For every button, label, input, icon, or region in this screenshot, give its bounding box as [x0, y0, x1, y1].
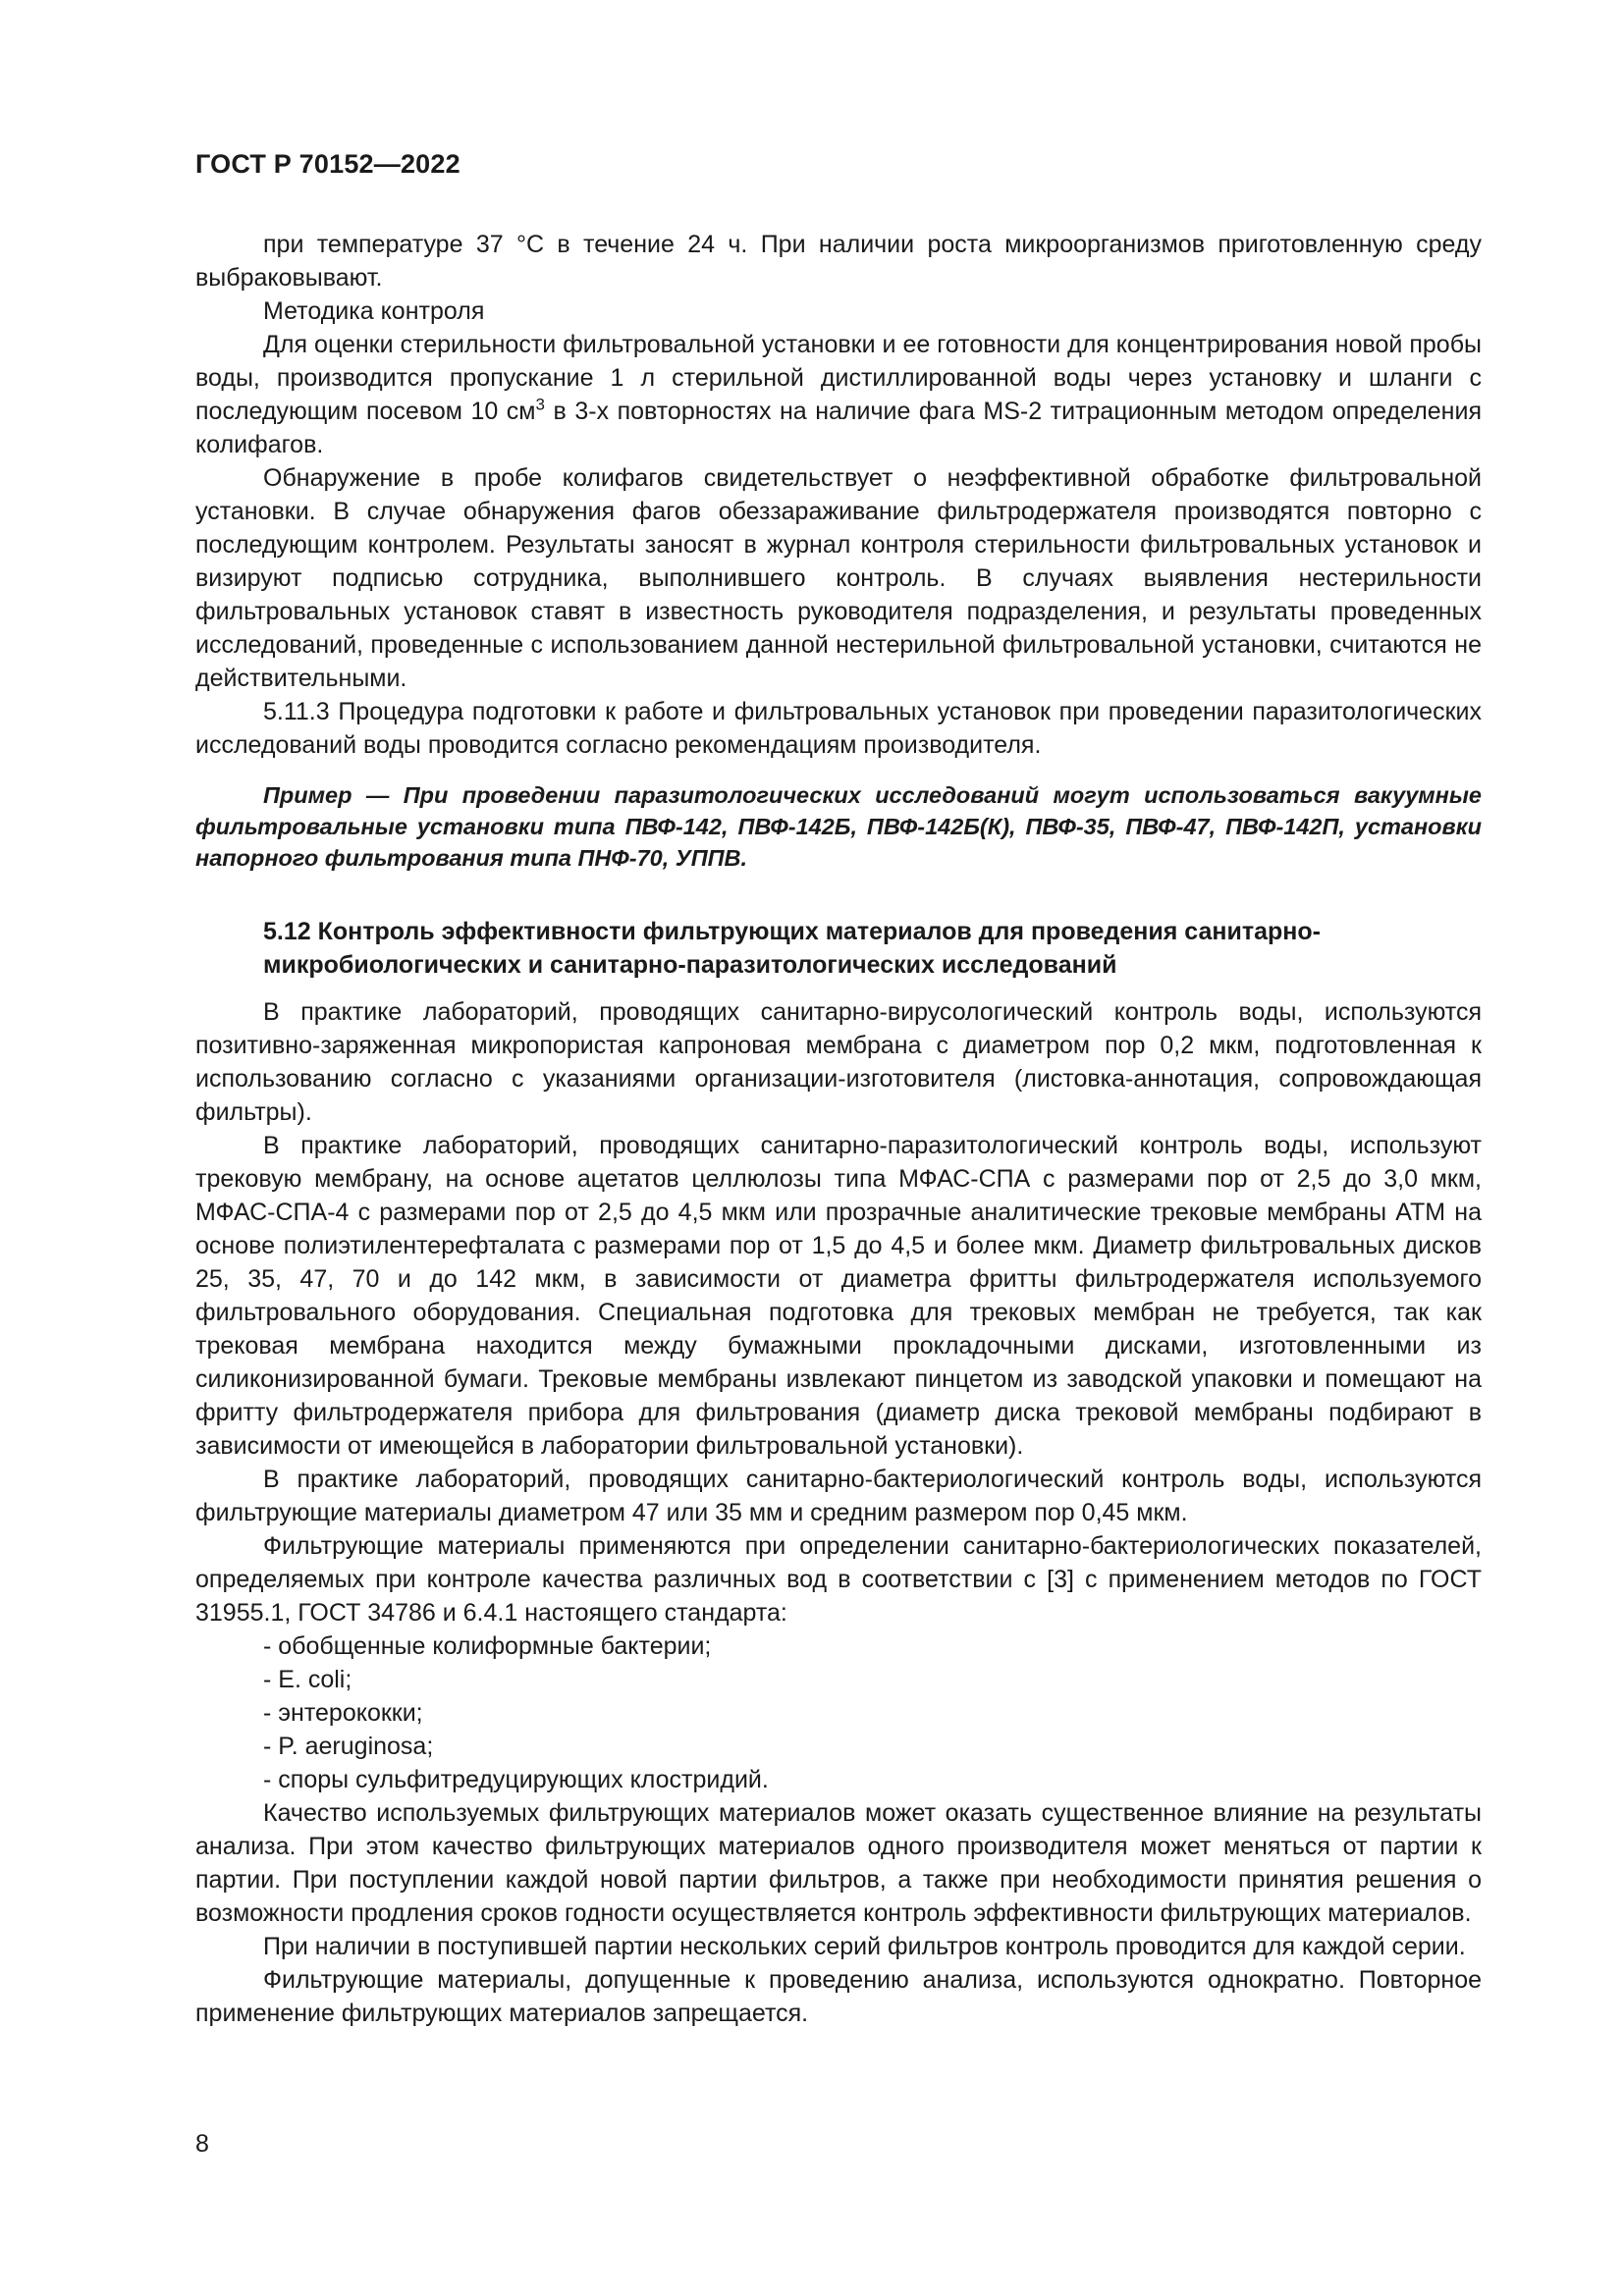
list-item: - энтерококки;: [263, 1696, 1482, 1730]
paragraph-text: в 3-х повторностях на наличие фага MS-2 титрационным методом определения колифагов.: [195, 398, 1482, 458]
paragraph: При наличии в поступившей партии нескольких серий фильтров контроль проводится для каждой серии.: [263, 1933, 1466, 1960]
document-body: [195, 228, 1482, 2030]
paragraph: Фильтрующие материалы применяются при определении санитарно-бактериологических показателей, определяемых при контроле качества различных вод в соответствии с [3] с применением методов по ГОСТ 31955.1, ГОСТ 34786 и 6.4.1 настоящего стандарта:: [195, 1532, 1482, 1627]
indicator-list: [195, 1629, 1482, 1796]
paragraph: при температуре 37 °С в течение 24 ч. При наличии роста микроорганизмов приготовленную среду выбраковывают.: [195, 231, 1482, 292]
list-item: - E. coli;: [263, 1663, 1482, 1696]
paragraph: В практике лабораторий, проводящих санитарно-вирусологический контроль воды, используются позитивно-заряженная микропористая капроновая мембрана с диаметром пор 0,2 мкм, подготовленная к использованию согласно с указаниями организации-изготовителя (листовка-аннотация, сопровождающая фильтры).: [195, 998, 1482, 1126]
paragraph-text: Для оценки стерильности фильтровальной установки и ее готовности для концентрирования новой пробы воды, производится пропускание 1 л стерильной дистиллированной воды через установку и шланги с последующим посевом 10 см: [195, 331, 1482, 425]
list-item: - споры сульфитредуцирующих клостридий.: [263, 1763, 1482, 1796]
paragraph: В практике лабораторий, проводящих санитарно-бактериологический контроль воды, используются фильтрующие материалы диаметром 47 или 35 мм и средним размером пор 0,45 мкм.: [195, 1466, 1482, 1526]
list-item: - обобщенные колиформные бактерии;: [263, 1629, 1482, 1663]
page-number: 8: [195, 2130, 209, 2158]
superscript: 3: [535, 395, 545, 414]
paragraph: В практике лабораторий, проводящих санитарно-паразитологический контроль воды, используют трековую мембрану, на основе ацетатов целлюлозы типа МФАС-СПА с размерами пор от 2,5 до 3,0 мкм, МФАС-СПА-4 с размерами пор от 2,5 до 4,5 мкм или прозрачные аналитические трековые мембраны АТМ на основе полиэтилентерефталата с размерами пор от 1,5 до 4,5 и более мкм. Диаметр фильтровальных дисков 25, 35, 47, 70 и до 142 мкм, в зависимости от диаметра фритты фильтродержателя используемого фильтровального оборудования. Специальная подготовка для трековых мембран не требуется, так как трековая мембрана находится между бумажными прокладочными дисками, изготовленными из силиконизированной бумаги. Трековые мембраны извлекают пинцетом из заводской упаковки и помещают на фритту фильтродержателя прибора для фильтрования (диаметр диска трековой мембраны подбирают в зависимости от имеющейся в лаборатории фильтровальной установки).: [195, 1132, 1482, 1460]
paragraph: 5.11.3 Процедура подготовки к работе и фильтровальных установок при проведении паразитологических исследований воды проводится согласно рекомендациям производителя.: [195, 698, 1482, 759]
standard-header: ГОСТ Р 70152—2022: [195, 149, 460, 179]
section-title: 5.12 Контроль эффективности фильтрующих материалов для проведения санитарно-микробиологических и санитарно-паразитологических исследований: [263, 918, 1322, 979]
paragraph: Фильтрующие материалы, допущенные к проведению анализа, используются однократно. Повторное применение фильтрующих материалов запрещается.: [195, 1966, 1482, 2027]
paragraph: [195, 328, 1482, 461]
list-item: - P. aeruginosa;: [263, 1730, 1482, 1763]
paragraph: Качество используемых фильтрующих материалов может оказать существенное влияние на результаты анализа. При этом качество фильтрующих материалов одного производителя может меняться от партии к партии. При поступлении каждой новой партии фильтров, а также при необходимости принятия решения о возможности продления сроков годности осуществляется контроль эффективности фильтрующих материалов.: [195, 1799, 1482, 1927]
paragraph: Обнаружение в пробе колифагов свидетельствует о неэффективной обработке фильтровальной установки. В случае обнаружения фагов обеззараживание фильтродержателя производятся повторно с последующим контролем. Результаты заносят в журнал контроля стерильности фильтровальных установок и визируют подписью сотрудника, выполнившего контроль. В случаях выявления нестерильности фильтровальных установок ставят в известность руководителя подразделения, и результаты проведенных исследований, проведенные с использованием данной нестерильной фильтровальной установки, считаются не действительными.: [195, 464, 1482, 692]
method-title: Методика контроля: [263, 297, 485, 325]
example-note: Пример — При проведении паразитологических исследований могут использоваться вакуумные фильтровальные установки типа ПВФ-142, ПВФ-142Б, ПВФ-142Б(К), ПВФ-35, ПВФ-47, ПВФ-142П, установки напорного фильтрования типа ПНФ-70, УППВ.: [195, 782, 1482, 871]
